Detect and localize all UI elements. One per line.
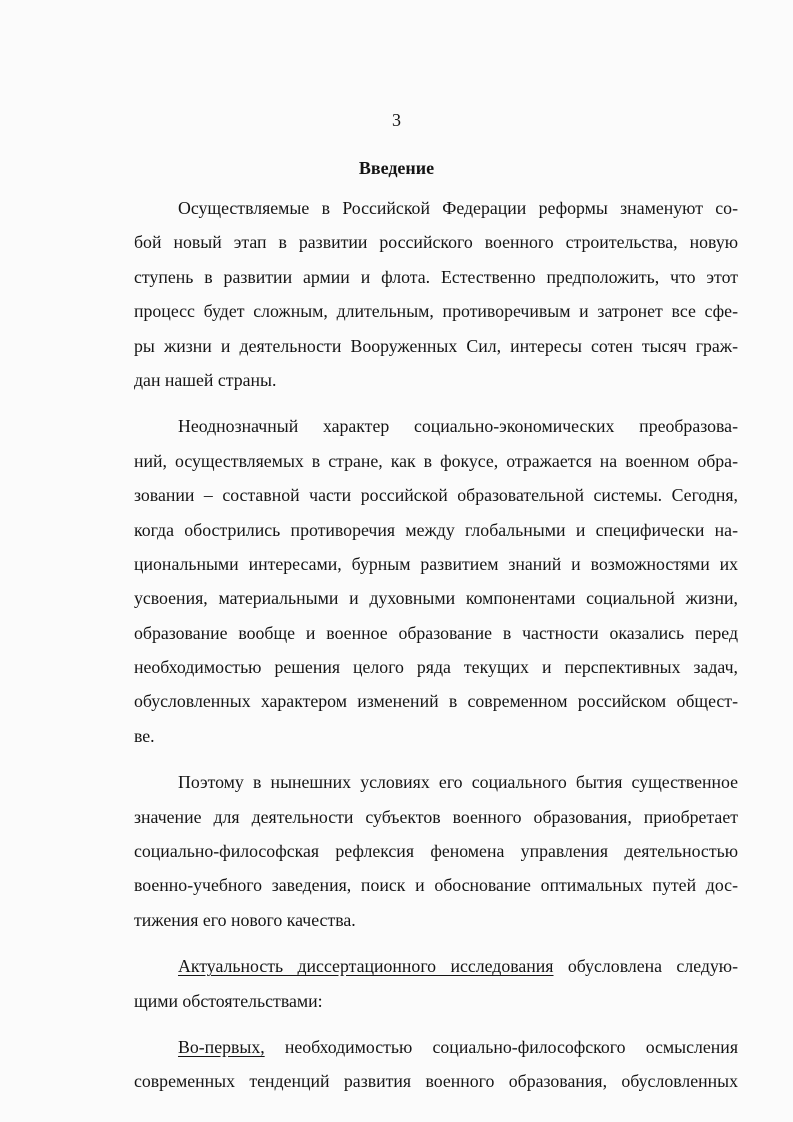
paragraph xyxy=(134,949,738,1018)
document-body xyxy=(134,191,738,1099)
text-line: циональными интересами, бурным развитием знаний и возможностями их xyxy=(134,553,738,574)
text-line: современных тенденций развития военного образования, обусловленных xyxy=(134,1071,738,1092)
text-line: усвоения, материальными и духовными компонентами социальной жизни, xyxy=(134,588,738,609)
text-line xyxy=(134,1030,738,1064)
text-line: Неоднозначный характер социально-экономических преобразова- xyxy=(178,416,738,437)
text-line: ступень в развитии армии и флота. Естественно предположить, что этот xyxy=(134,266,738,287)
text-line: ры жизни и деятельности Вооруженных Сил, интересы сотен тысяч граж- xyxy=(134,335,738,356)
text-line: Осуществляемые в Российской Федерации реформы знаменуют со- xyxy=(178,198,738,218)
underlined-phrase: Актуальность диссертационного исследования xyxy=(178,956,554,977)
paragraph xyxy=(134,765,738,937)
text-line: ве. xyxy=(134,725,155,746)
page-number: 3 xyxy=(392,110,401,130)
text-line xyxy=(134,949,738,983)
text-line: необходимостью решения целого ряда текущих и перспективных задач, xyxy=(134,657,738,678)
text-line: Поэтому в нынешних условиях его социального бытия существенное xyxy=(178,772,738,793)
text-line: щими обстоятельствами: xyxy=(134,990,323,1011)
paragraph xyxy=(134,409,738,753)
text-line: дан нашей страны. xyxy=(134,369,277,390)
text-line: ний, осуществляемых в стране, как в фокусе, отражается на военном обра- xyxy=(134,450,738,471)
text-line: социально-философская рефлексия феномена управления деятельностью xyxy=(134,841,738,862)
paragraph xyxy=(134,191,738,397)
underlined-phrase: Во-первых, xyxy=(178,1036,265,1057)
text-line: военно-учебного заведения, поиск и обоснование оптимальных путей дос- xyxy=(134,875,738,896)
text-line: процесс будет сложным, длительным, противоречивым и затронет все сфе- xyxy=(134,301,738,322)
text-line: обусловленных характером изменений в современном российском общест- xyxy=(134,691,738,712)
text-line: зовании – составной части российской образовательной системы. Сегодня, xyxy=(134,485,738,506)
line-text: необходимостью социально-философского осмысления xyxy=(264,1036,738,1057)
text-line: значение для деятельности субъектов военного образования, приобретает xyxy=(134,806,738,827)
paragraph xyxy=(134,1030,738,1099)
line-text: обусловлена следую- xyxy=(553,956,738,977)
text-line: когда обострились противоречия между глобальными и специфически на- xyxy=(134,519,738,540)
text-line: образование вообще и военное образование в частности оказались перед xyxy=(134,622,738,643)
section-heading: Введение xyxy=(358,158,435,178)
text-line: тижения его нового качества. xyxy=(134,909,356,930)
text-line: бой новый этап в развитии российского военного строительства, новую xyxy=(134,232,738,253)
